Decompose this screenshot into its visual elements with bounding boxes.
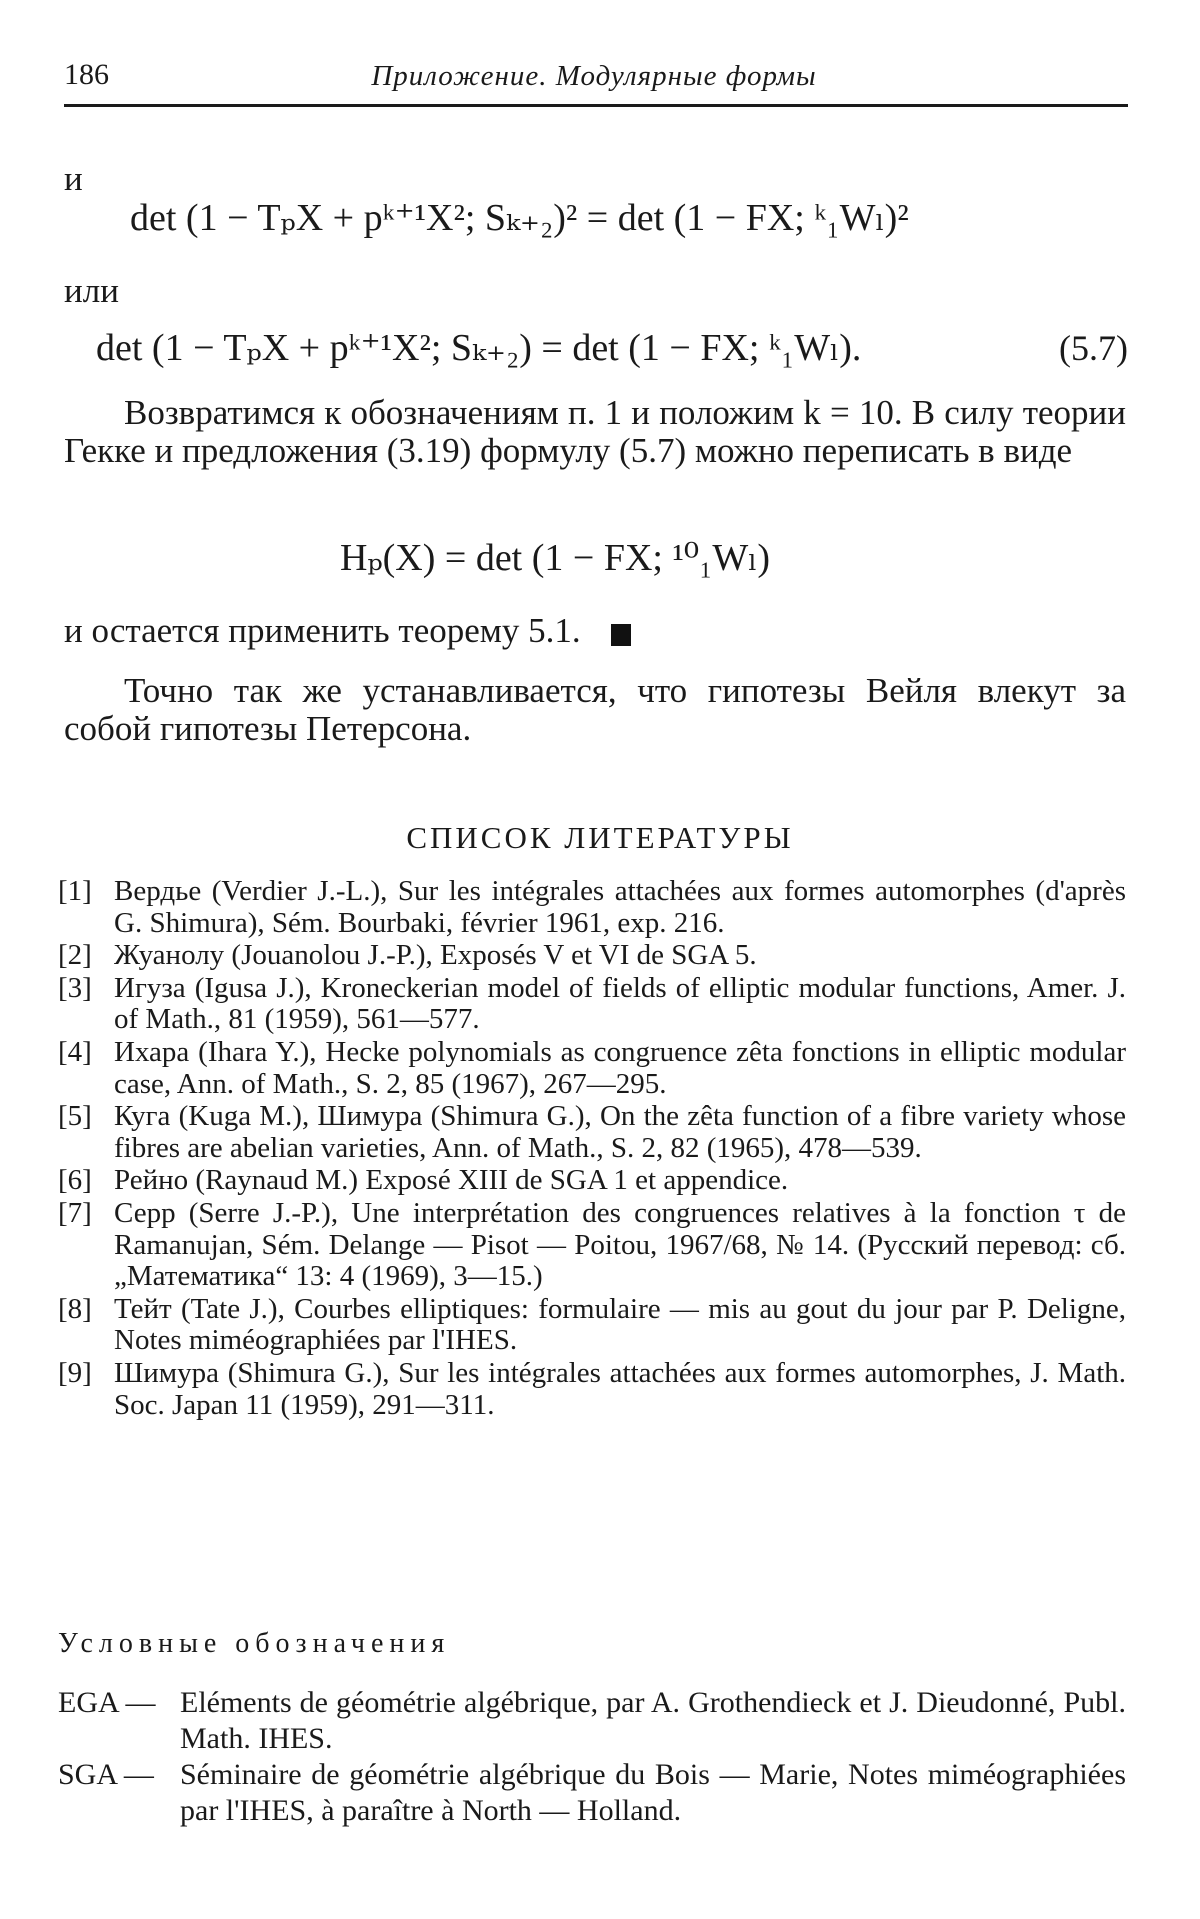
equation-3: Hₚ(X) = det (1 − FX; ¹⁰₁Wₗ)	[340, 537, 771, 579]
reference-text: Тейт (Tate J.), Courbes elliptiques: formulaire — mis au gout du jour par P. Deligne, Notes miméographiées par l'IHES.	[114, 1292, 1126, 1357]
qed-mark	[611, 624, 631, 646]
reference-item	[58, 973, 1126, 1036]
reference-number: [8]	[58, 1292, 92, 1325]
reference-number: [2]	[58, 939, 92, 972]
references-list	[58, 876, 1126, 1422]
equation-number: (5.7)	[1059, 328, 1128, 368]
reference-number: [3]	[58, 971, 92, 1004]
notation-abbreviation: SGA —	[58, 1758, 154, 1791]
notation-abbreviation: EGA —	[58, 1686, 156, 1719]
reference-item	[58, 1294, 1126, 1357]
paragraph-2	[64, 612, 631, 650]
reference-number: [7]	[58, 1196, 92, 1229]
word-and: и	[64, 159, 83, 198]
page-number: 186	[64, 58, 109, 91]
equation-1: det (1 − TₚX + pᵏ⁺¹X²; Sₖ₊₂)² = det (1 − FX; ᵏ₁Wₗ)²	[130, 197, 909, 239]
reference-text: Вердье (Verdier J.-L.), Sur les intégrales attachées aux formes automorphes (d'après G. Shimura), Sém. Bourbaki, février 1961, exp. 216.	[114, 875, 1126, 939]
reference-text: Шимура (Shimura G.), Sur les intégrales attachées aux formes automorphes, J. Math. Soc. Japan 11 (1959), 291—311.	[114, 1356, 1126, 1421]
notation-list	[58, 1685, 1126, 1829]
reference-item	[58, 1165, 1126, 1197]
paragraph-3: Точно так же устанавливается, что гипотезы Вейля влекут за собой гипотезы Петерсона.	[64, 671, 1126, 748]
reference-text: Игуза (Igusa J.), Kroneckerian model of fields of elliptic modular functions, Amer. J. of Math., 81 (1959), 561—577.	[114, 971, 1126, 1036]
notation-item	[58, 1757, 1126, 1829]
word-or: или	[64, 271, 119, 310]
equation-5-7: det (1 − TₚX + pᵏ⁺¹X²; Sₖ₊₂) = det (1 − FX; ᵏ₁Wₗ).	[96, 327, 862, 369]
reference-item	[58, 1358, 1126, 1421]
page-header	[64, 58, 1124, 104]
reference-text: Серр (Serre J.-P.), Une interprétation des congruences relatives à la fonction τ de Ramanujan, Sém. Delange — Pisot — Poitou, 1967/68, № 14. (Русский перевод: сб. „Математика“ 13: 4 (1969), 3—15.)	[114, 1196, 1126, 1293]
reference-item	[58, 940, 1126, 972]
paragraph-2-text: и остается применить теорему 5.1.	[64, 611, 581, 650]
notation-title: Условные обозначения	[58, 1628, 451, 1659]
reference-number: [6]	[58, 1164, 92, 1197]
notation-definition: Eléments de géométrie algébrique, par A. Grothendieck et J. Dieudonné, Publ. Math. IHES.	[180, 1686, 1126, 1755]
references-title: СПИСОК ЛИТЕРАТУРЫ	[406, 820, 794, 855]
reference-item	[58, 876, 1126, 939]
reference-item	[58, 1198, 1126, 1293]
reference-number: [5]	[58, 1100, 92, 1133]
notation-definition: Séminaire de géométrie algébrique du Bois — Marie, Notes miméographiées par l'IHES, à paraître à North — Holland.	[180, 1758, 1126, 1827]
reference-text: Ихара (Ihara Y.), Hecke polynomials as congruence zêta fonctions in elliptic modular case, Ann. of Math., S. 2, 85 (1967), 267—295.	[114, 1035, 1126, 1100]
reference-number: [1]	[58, 875, 92, 907]
paragraph-1: Возвратимся к обозначениям п. 1 и положим k = 10. В силу теории Гекке и предложения (3.19) формулу (5.7) можно переписать в виде	[64, 393, 1126, 470]
reference-item	[58, 1101, 1126, 1164]
running-title: Приложение. Модулярные формы	[371, 60, 817, 92]
reference-text: Куга (Kuga M.), Шимура (Shimura G.), On the zêta function of a fibre variety whose fibres are abelian varieties, Ann. of Math., S. 2, 82 (1965), 478—539.	[114, 1100, 1126, 1164]
reference-number: [4]	[58, 1035, 92, 1068]
header-rule	[64, 104, 1128, 107]
reference-text: Жуанолу (Jouanolou J.-P.), Exposés V et VI de SGA 5.	[114, 939, 757, 972]
reference-item	[58, 1037, 1126, 1100]
notation-item	[58, 1685, 1126, 1757]
reference-number: [9]	[58, 1356, 92, 1389]
reference-text: Рейно (Raynaud M.) Exposé XIII de SGA 1 et appendice.	[114, 1164, 789, 1197]
